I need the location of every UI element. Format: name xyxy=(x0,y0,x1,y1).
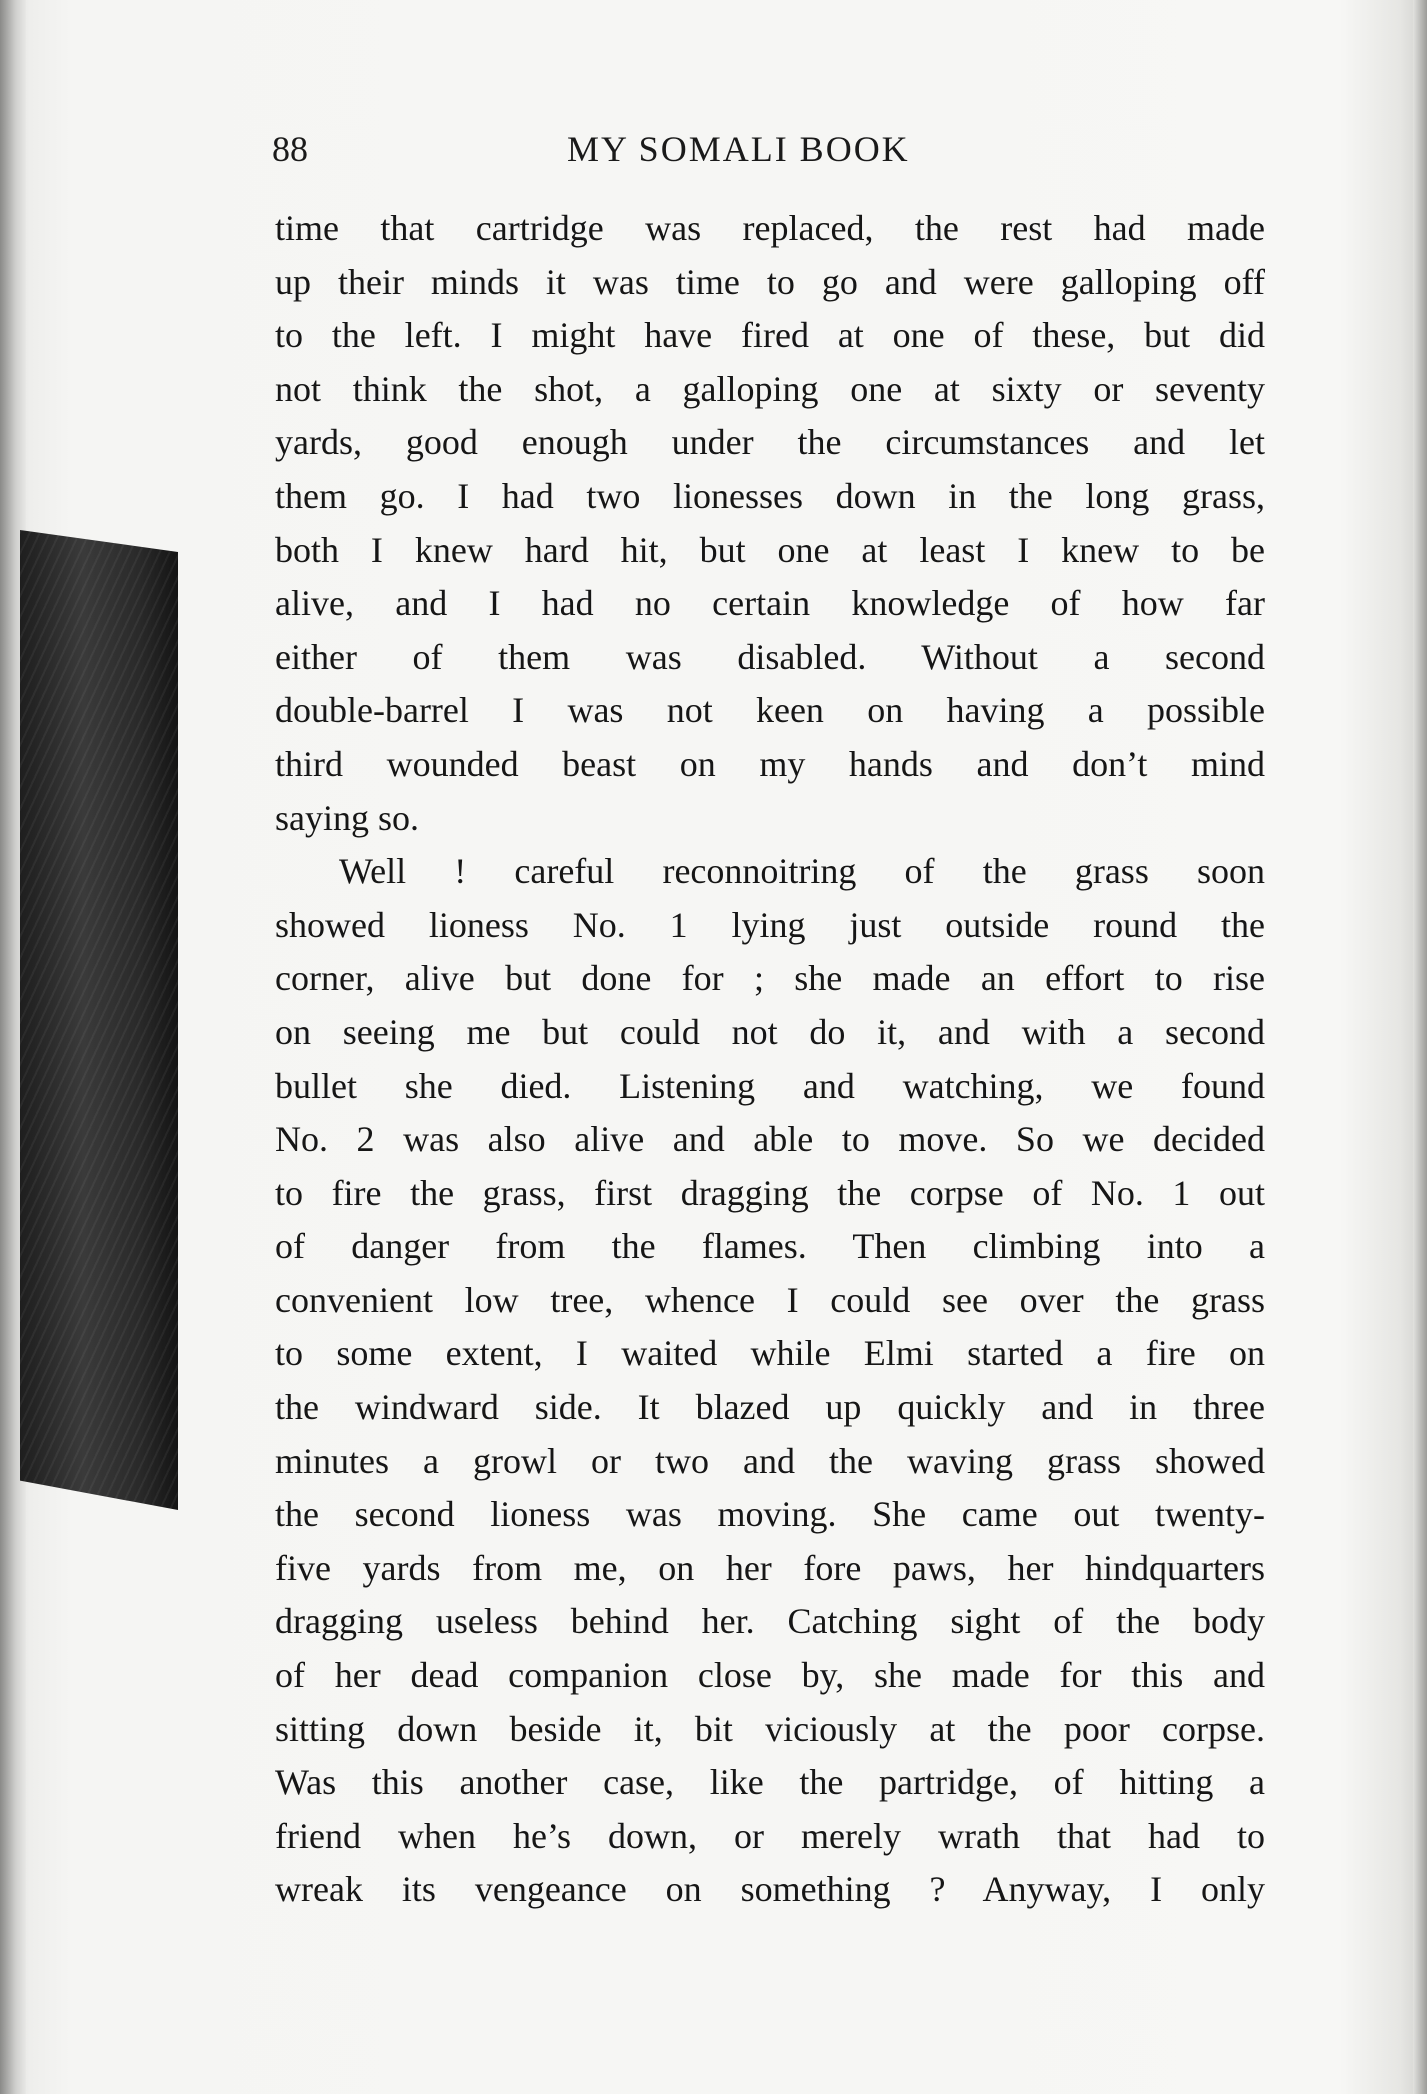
text-line: five yards from me, on her fore paws, her hindquarters xyxy=(275,1547,1265,1588)
text-line: convenient low tree, whence I could see over the grass xyxy=(275,1279,1265,1320)
text-line: sitting down beside it, bit viciously at the poor corpse. xyxy=(275,1708,1265,1749)
text-line: double-barrel I was not keen on having a possible xyxy=(275,690,1265,731)
text-line: Well ! careful reconnoitring of the grass soon xyxy=(339,851,1265,892)
text-line: Was this another case, like the partridge, of hitting a xyxy=(275,1762,1265,1803)
text-line: to fire the grass, first dragging the corpse of No. 1 out xyxy=(275,1172,1265,1213)
text-line: showed lioness No. 1 lying just outside round the xyxy=(275,904,1265,945)
paragraph xyxy=(275,202,1265,845)
text-line: either of them was disabled. Without a second xyxy=(275,636,1265,677)
text-line: of her dead companion close by, she made for this and xyxy=(275,1655,1265,1696)
text-line: on seeing me but could not do it, and with a second xyxy=(275,1011,1265,1052)
text-line: to the left. I might have fired at one of these, but did xyxy=(275,315,1265,356)
page-right-edge xyxy=(1413,0,1427,2094)
text-line: wreak its vengeance on something ? Anyway, I only xyxy=(275,1869,1265,1910)
text-line: dragging useless behind her. Catching sight of the body xyxy=(275,1601,1265,1642)
text-line: time that cartridge was replaced, the rest had made xyxy=(275,208,1265,248)
text-line: both I knew hard hit, but one at least I knew to be xyxy=(275,529,1265,570)
text-line: of danger from the flames. Then climbing into a xyxy=(275,1226,1265,1267)
text-line: bullet she died. Listening and watching, we found xyxy=(275,1065,1265,1106)
text-line: yards, good enough under the circumstances and let xyxy=(275,422,1265,463)
text-line: them go. I had two lionesses down in the long grass, xyxy=(275,475,1265,516)
text-line: saying so. xyxy=(275,797,419,838)
text-line: up their minds it was time to go and were galloping off xyxy=(275,261,1265,302)
bookmark-strip xyxy=(20,530,178,1510)
text-line: to some extent, I waited while Elmi started a fire on xyxy=(275,1333,1265,1374)
text-line: alive, and I had no certain knowledge of how far xyxy=(275,583,1265,624)
text-line: the windward side. It blazed up quickly and in three xyxy=(275,1387,1265,1428)
text-line: minutes a growl or two and the waving grass showed xyxy=(275,1440,1265,1481)
text-line: corner, alive but done for ; she made an effort to rise xyxy=(275,958,1265,999)
paragraph xyxy=(275,845,1265,1917)
body-text xyxy=(275,202,1265,1917)
running-title: MY SOMALI BOOK xyxy=(567,129,910,169)
text-line: third wounded beast on my hands and don’t mind xyxy=(275,743,1265,784)
page-number: 88 xyxy=(272,129,308,169)
text-line: friend when he’s down, or merely wrath that had to xyxy=(275,1815,1265,1856)
running-header xyxy=(272,128,1272,188)
text-line: the second lioness was moving. She came out twenty- xyxy=(275,1494,1265,1535)
text-line: not think the shot, a galloping one at sixty or seventy xyxy=(275,368,1265,409)
text-line: No. 2 was also alive and able to move. So we decided xyxy=(275,1119,1265,1160)
